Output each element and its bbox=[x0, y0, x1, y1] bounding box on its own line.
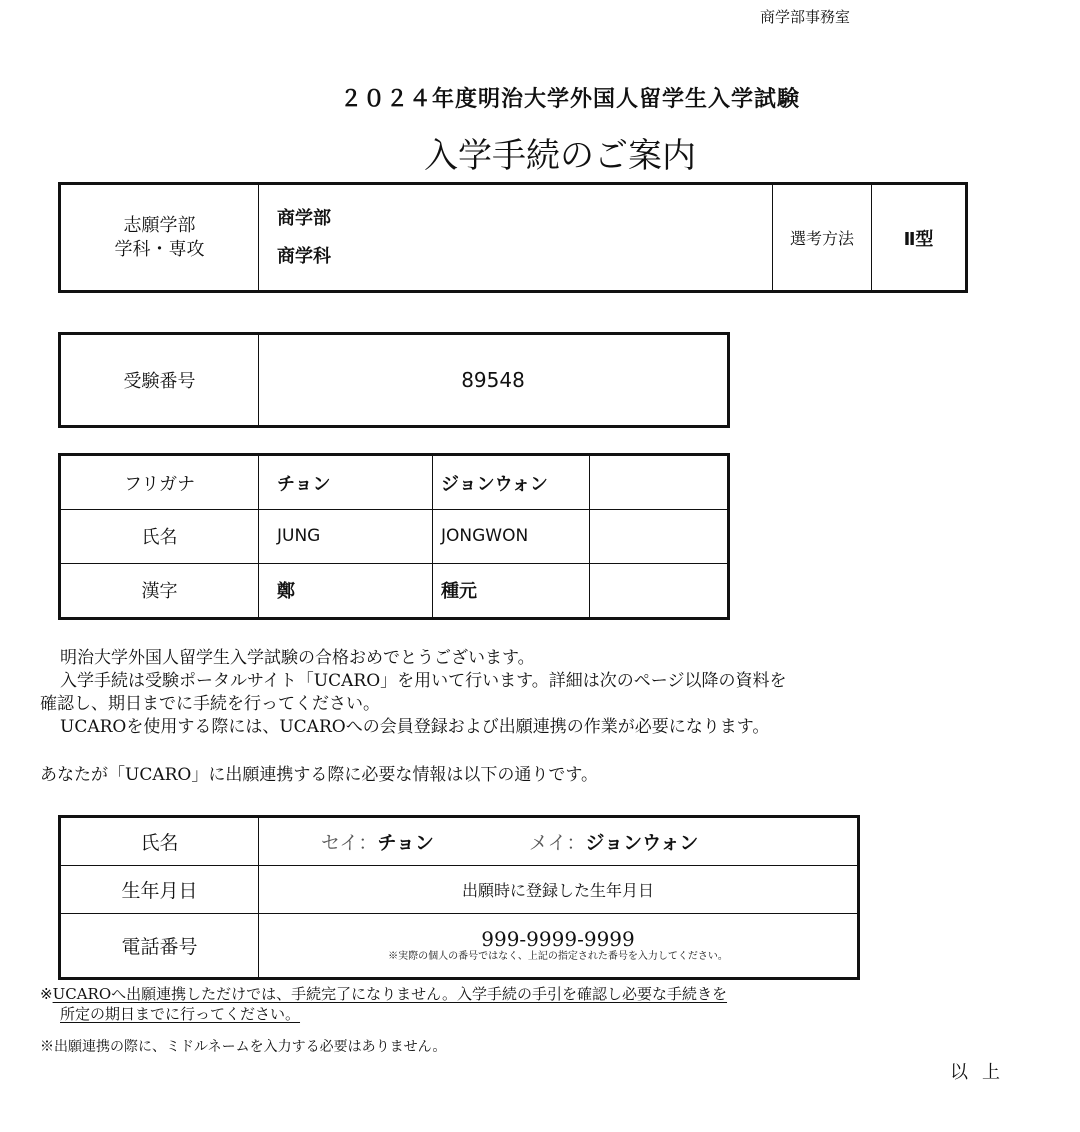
department-label bbox=[60, 184, 259, 292]
name-row-label: フリガナ bbox=[60, 455, 259, 510]
ucaro-name-label: 氏名 bbox=[60, 817, 259, 866]
notice-line2: 所定の期日までに行ってください。 bbox=[60, 1005, 301, 1023]
exam-number-table bbox=[58, 332, 730, 428]
sei-label: セイ： bbox=[321, 832, 378, 855]
ucaro-info-table bbox=[58, 815, 860, 980]
exam-number-value: 89548 bbox=[259, 334, 729, 427]
office-name: 商学部事務室 bbox=[760, 8, 851, 26]
table-row bbox=[60, 866, 859, 914]
department-label-line1: 志願学部 bbox=[123, 214, 196, 236]
exam-title bbox=[0, 82, 1080, 113]
selection-label: 選考方法 bbox=[773, 184, 872, 292]
phone-value: 999-9999-9999 bbox=[481, 926, 635, 951]
name-row-label: 漢字 bbox=[60, 563, 259, 618]
mei-label: メイ： bbox=[528, 832, 586, 855]
phone-note: ※実際の個人の番号ではなく、上記の指定された番号を入力してください。 bbox=[388, 950, 728, 962]
phone-label: 電話番号 bbox=[60, 914, 259, 979]
mei-value: ジョンウォン bbox=[585, 832, 699, 855]
family-name-cell: チョン bbox=[259, 455, 433, 510]
given-name-cell: 種元 bbox=[433, 563, 590, 618]
faculty-name: 商学部 bbox=[277, 207, 331, 229]
department-label-line2: 学科・専攻 bbox=[114, 238, 205, 260]
table-row bbox=[60, 563, 729, 618]
exam-title-text: ２０２４年度明治大学外国人留学生入学試験 bbox=[339, 87, 800, 112]
table-row bbox=[60, 817, 859, 866]
given-name-cell: ジョンウォン bbox=[433, 455, 590, 510]
instruction-line: 確認し、期日までに手続を行ってください。 bbox=[40, 694, 380, 714]
notice-middle-name: ※出願連携の際に、ミドルネームを入力する必要はありません。 bbox=[40, 1039, 447, 1055]
instructions bbox=[40, 647, 1050, 739]
department-value bbox=[259, 184, 773, 292]
name-row-label: 氏名 bbox=[60, 510, 259, 563]
department-name: 商学科 bbox=[277, 245, 331, 267]
phone-cell bbox=[259, 914, 859, 979]
given-name-cell: JONGWON bbox=[433, 510, 590, 563]
table-row bbox=[60, 510, 729, 563]
department-table bbox=[58, 182, 968, 293]
family-name-cell: JUNG bbox=[259, 510, 433, 563]
ucaro-name-value bbox=[259, 817, 859, 866]
birth-value: 出願時に登録した生年月日 bbox=[259, 866, 859, 914]
end-mark: 以上 bbox=[950, 1062, 1014, 1083]
name-table bbox=[58, 453, 730, 620]
birth-label: 生年月日 bbox=[60, 866, 259, 914]
extra-name-cell bbox=[590, 455, 729, 510]
instruction-line: 入学手続は受験ポータルサイト「UCARO」を用いて行います。詳細は次のページ以降の資料を bbox=[60, 671, 787, 691]
table-row bbox=[60, 914, 859, 979]
notice-ucaro bbox=[40, 984, 1000, 1024]
notice-mark: ※ bbox=[40, 985, 53, 1003]
page-title-text: 入学手続のご案内 bbox=[424, 136, 696, 176]
exam-number-label: 受験番号 bbox=[60, 334, 259, 427]
instruction-line: 明治大学外国人留学生入学試験の合格おめでとうございます。 bbox=[60, 648, 535, 668]
ucaro-intro: あなたが「UCARO」に出願連携する際に必要な情報は以下の通りです。 bbox=[40, 765, 598, 785]
page-title bbox=[0, 128, 1080, 177]
selection-value: Ⅱ型 bbox=[872, 184, 967, 292]
extra-name-cell bbox=[590, 563, 729, 618]
table-row bbox=[60, 455, 729, 510]
sei-value: チョン bbox=[377, 832, 434, 855]
family-name-cell: 鄭 bbox=[259, 563, 433, 618]
instruction-line: UCAROを使用する際には、UCAROへの会員登録および出願連携の作業が必要になります。 bbox=[60, 717, 770, 737]
extra-name-cell bbox=[590, 510, 729, 563]
notice-line1: UCAROへ出願連携しただけでは、手続完了になりません。入学手続の手引を確認し必要な手続きを bbox=[52, 985, 728, 1003]
